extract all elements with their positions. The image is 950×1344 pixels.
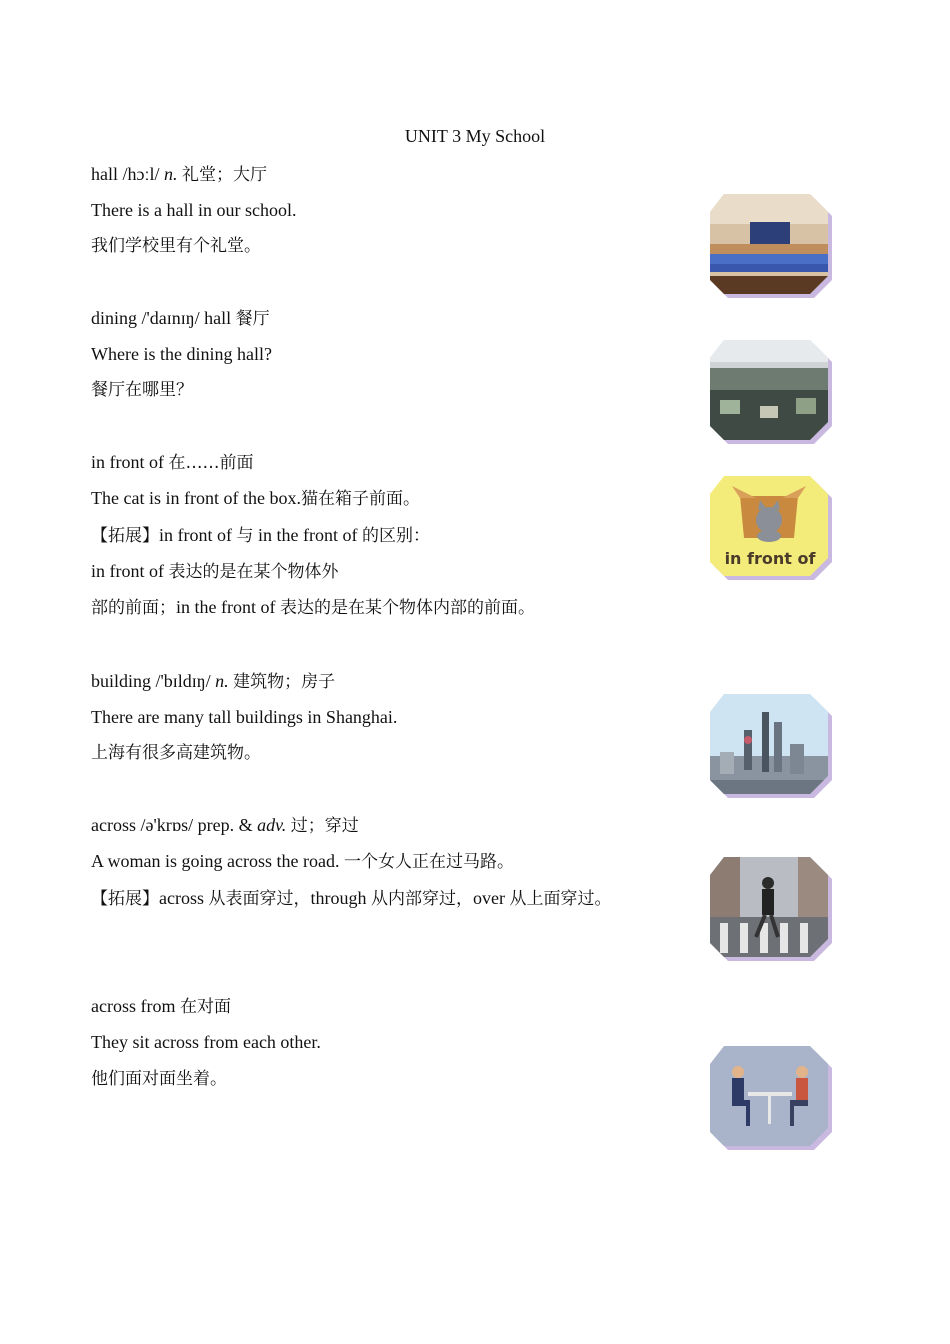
entry-hall-headword: hall /hɔːl/ n. 礼堂；大厅 (91, 164, 267, 185)
entry-in-front-of-headword: in front of 在……前面 (91, 452, 254, 473)
page-title: UNIT 3 My School (404, 126, 546, 146)
entry-across-from-headword: across from 在对面 (91, 996, 231, 1017)
cat-box-image (710, 476, 828, 580)
entry-across-extension: 【拓展】across 从表面穿过，through 从内部穿过，over 从上面穿过。 (91, 888, 612, 909)
skyline-image (710, 694, 828, 798)
entry-building-headword: building /'bɪldɪŋ/ n. 建筑物；房子 (91, 671, 336, 692)
two-people-table-image (710, 1046, 828, 1150)
entry-in-front-of-extension-l3: 部的前面；in the front of 表达的是在某个物体内部的前面。 (91, 597, 535, 618)
entry-across-from-example-cn: 他们面对面坐着。 (91, 1069, 227, 1089)
entry-in-front-of-extension-l2: in front of 表达的是在某个物体外 (91, 561, 339, 582)
entry-building-example-cn: 上海有很多高建筑物。 (91, 743, 261, 763)
entry-across-headword: across /ə'krɒs/ prep. & adv. 过；穿过 (91, 815, 359, 836)
entry-building-example-en: There are many tall buildings in Shanghai. (91, 707, 398, 727)
cat-box-caption: in front of (724, 549, 816, 568)
entry-across-from-example-en: They sit across from each other. (91, 1032, 321, 1052)
entry-across-example: A woman is going across the road. 一个女人正在过马路。 (91, 851, 514, 872)
entry-hall-example-cn: 我们学校里有个礼堂。 (91, 236, 261, 256)
entry-in-front-of-example: The cat is in front of the box.猫在箱子前面。 (91, 488, 420, 509)
entry-hall-example-en: There is a hall in our school. (91, 200, 297, 220)
auditorium-image (710, 194, 828, 298)
entry-dining-hall-example-en: Where is the dining hall? (91, 344, 272, 364)
dining-hall-image (710, 340, 828, 444)
entry-dining-hall-headword: dining /'daɪnɪŋ/ hall 餐厅 (91, 308, 270, 329)
entry-in-front-of-extension: 【拓展】in front of 与 in the front of 的区别： (91, 525, 430, 546)
crosswalk-image (710, 857, 828, 961)
entry-dining-hall-example-cn: 餐厅在哪里？ (91, 380, 193, 400)
